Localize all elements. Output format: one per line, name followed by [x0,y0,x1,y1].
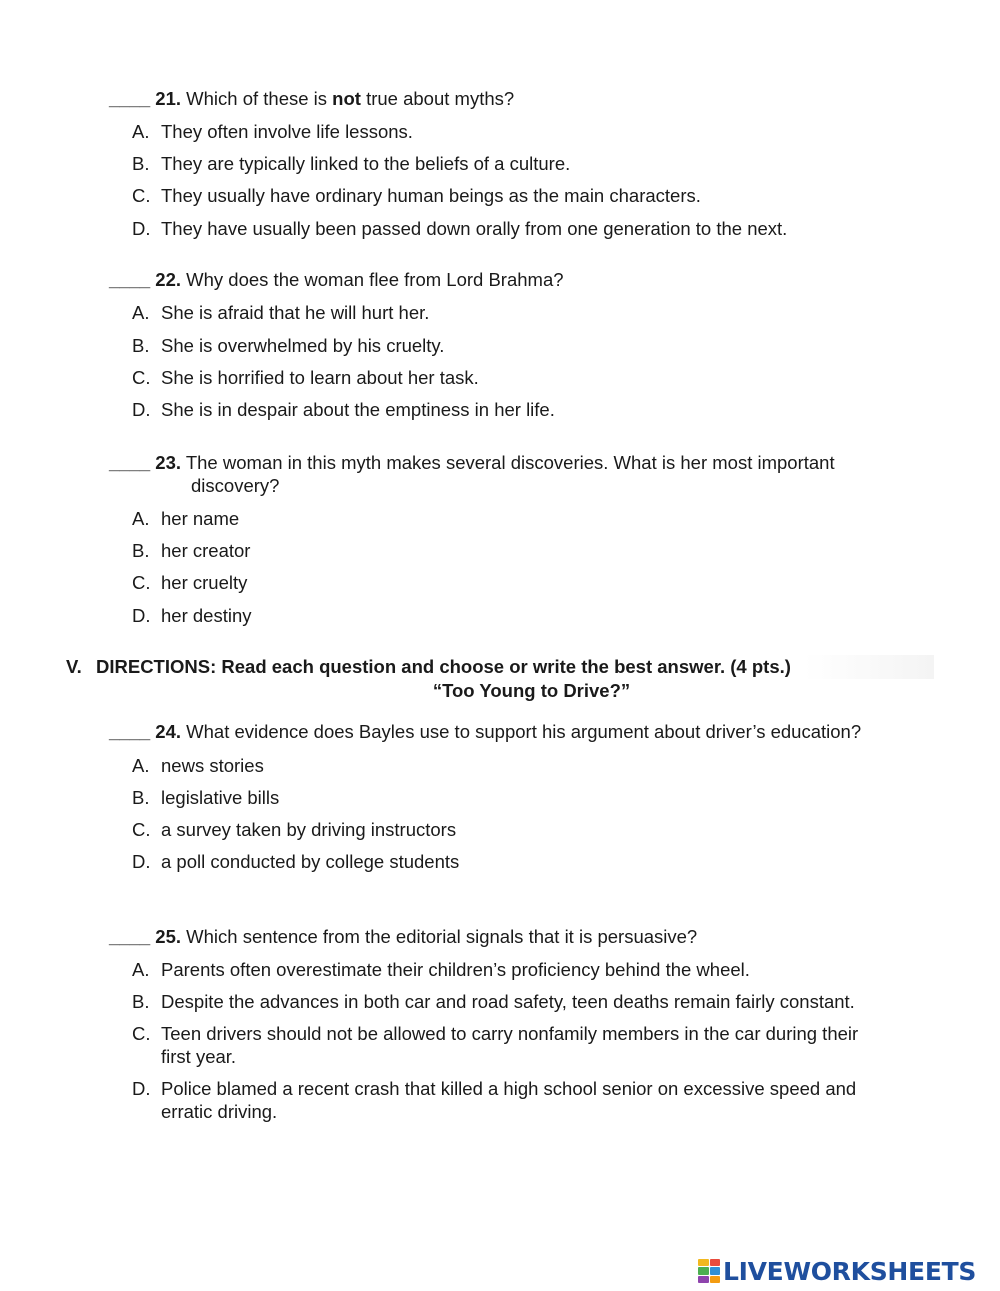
option-23-a [132,507,239,530]
directions-text: DIRECTIONS: Read each question and choose or write the best answer. (4 pts.) [96,656,791,677]
option-text: They have usually been passed down orally from one generation to the next. [161,218,788,239]
option-25-d [132,1077,856,1123]
option-letter: B. [132,335,150,356]
option-text: Parents often overestimate their children’s proficiency behind the wheel. [161,959,750,980]
option-22-d [132,398,555,421]
option-text: She is afraid that he will hurt her. [161,302,430,323]
question-23 [109,451,835,497]
option-25-b [132,990,855,1013]
option-23-c [132,571,247,594]
option-23-b [132,539,250,562]
option-24-c [132,818,456,841]
question-text: Which sentence from the editorial signals that it is persuasive? [186,926,698,947]
answer-blank[interactable]: ____ [109,88,151,109]
option-letter: C. [132,1023,151,1044]
answer-blank[interactable]: ____ [109,269,151,290]
option-letter: A. [132,959,150,980]
question-21 [109,87,514,110]
option-letter: A. [132,121,150,142]
option-22-c [132,366,479,389]
logo-block [698,1267,709,1274]
logo-block [710,1259,721,1266]
option-text: a poll conducted by college students [161,851,460,872]
option-text: They are typically linked to the beliefs of a culture. [161,153,571,174]
option-text: Teen drivers should not be allowed to carry nonfamily members in the car during their [161,1023,859,1044]
option-text: her creator [161,540,251,561]
option-letter: A. [132,508,150,529]
option-letter: C. [132,819,151,840]
option-text: her name [161,508,240,529]
question-number: 22. [155,269,182,290]
question-text-end: true about myths? [360,88,515,109]
option-text: She is overwhelmed by his cruelty. [161,335,445,356]
question-22 [109,268,564,291]
option-21-c [132,184,701,207]
question-text: What evidence does Bayles use to support his argument about driver’s education? [186,721,862,742]
option-text: Police blamed a recent crash that killed a high school senior on excessive speed and [161,1078,857,1099]
option-21-d [132,217,787,240]
option-letter: B. [132,787,150,808]
option-letter: D. [132,218,151,239]
option-text: news stories [161,755,264,776]
option-text: She is horrified to learn about her task. [161,367,479,388]
option-letter: B. [132,540,150,561]
option-letter: A. [132,755,150,776]
brand-name: LIVEWORKSHEETS [723,1256,977,1286]
question-emphasis: not [332,88,361,109]
option-letter: D. [132,1078,151,1099]
question-25 [109,925,697,948]
answer-blank[interactable]: ____ [109,721,151,742]
option-letter: D. [132,605,151,626]
logo-block [698,1259,709,1266]
option-letter: C. [132,572,151,593]
logo-block [710,1267,721,1274]
section-directions [66,655,934,679]
logo-block [698,1276,709,1283]
story-title: “Too Young to Drive?” [432,680,631,701]
option-22-b [132,334,444,357]
question-number: 21. [155,88,182,109]
option-letter: D. [132,851,151,872]
option-25-c [132,1022,858,1068]
answer-blank[interactable]: ____ [109,452,151,473]
option-letter: C. [132,185,151,206]
option-letter: C. [132,367,151,388]
option-text: They usually have ordinary human beings as the main characters. [161,185,701,206]
option-22-a [132,301,429,324]
option-23-d [132,604,252,627]
option-letter: D. [132,399,151,420]
question-24 [109,720,861,743]
option-text-continued: erratic driving. [161,1101,278,1122]
section-numeral: V. [66,656,82,677]
question-text-continued: discovery? [191,475,280,496]
option-letter: B. [132,991,150,1012]
option-text: legislative bills [161,787,280,808]
option-text-continued: first year. [161,1046,237,1067]
option-text: Despite the advances in both car and road safety, teen deaths remain fairly constant. [161,991,855,1012]
option-letter: B. [132,153,150,174]
option-text: a survey taken by driving instructors [161,819,457,840]
option-24-a [132,754,264,777]
option-21-b [132,152,570,175]
question-text: Why does the woman flee from Lord Brahma? [186,269,564,290]
option-text: her cruelty [161,572,248,593]
question-text: Which of these is [186,88,333,109]
question-text: The woman in this myth makes several discoveries. What is her most important [185,452,835,473]
option-24-d [132,850,459,873]
liveworksheets-logo-icon [698,1259,720,1283]
option-24-b [132,786,279,809]
logo-block [710,1276,721,1283]
option-letter: A. [132,302,150,323]
answer-blank[interactable]: ____ [109,926,151,947]
option-text: her destiny [161,605,252,626]
option-text: They often involve life lessons. [161,121,413,142]
question-number: 25. [155,926,182,947]
option-25-a [132,958,750,981]
liveworksheets-brand[interactable] [698,1256,976,1286]
option-21-a [132,120,413,143]
option-text: She is in despair about the emptiness in her life. [161,399,555,420]
question-number: 24. [155,721,182,742]
question-number: 23. [155,452,182,473]
